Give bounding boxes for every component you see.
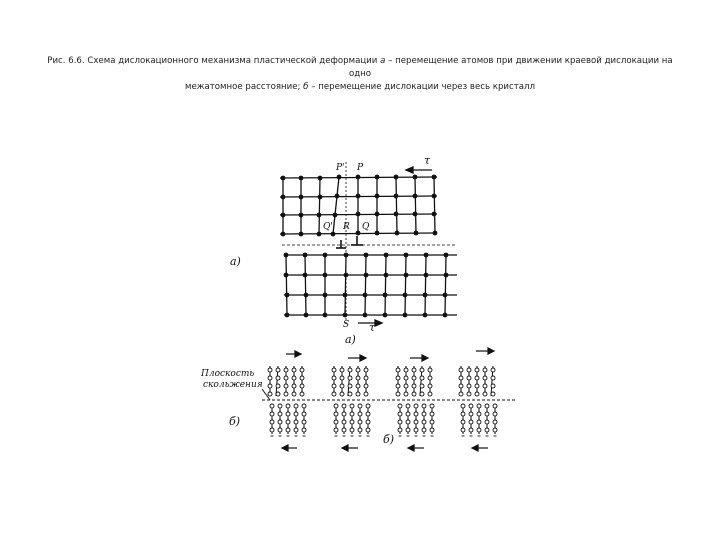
- caption-a-mark: а: [380, 56, 386, 66]
- lattice-bottom-columns: [286, 255, 446, 315]
- side-label-b: б): [229, 415, 241, 428]
- stage-block: [268, 366, 306, 436]
- shear-arrow-top: [406, 167, 432, 173]
- stage-block: [459, 366, 497, 436]
- dislocation-symbols: [336, 236, 363, 248]
- label-p: P: [357, 163, 364, 173]
- stage-block: [396, 366, 434, 436]
- caption-line1-prefix: Рис. 6.6. Схема дислокационного механизма пластической деформации: [47, 56, 381, 66]
- label-p-prime: P': [336, 163, 345, 173]
- caption-line1-mid: – перемещение атомов при движении краевой дислокации на одно: [348, 56, 673, 79]
- plane-label-line2: скольжения: [203, 380, 263, 390]
- label-q-prime: Q': [323, 222, 333, 232]
- label-q: Q: [362, 222, 370, 232]
- label-tau-bottom: τ: [369, 321, 376, 334]
- label-tau-top: τ: [424, 154, 431, 167]
- caption-b-mark: б: [303, 82, 309, 92]
- dislocation-stages-figure-b: [268, 366, 497, 436]
- caption-line2-suffix: – перемещение дислокации через весь кристалл: [308, 82, 535, 92]
- bottom-label-a: a): [345, 333, 356, 346]
- side-label-a: a): [230, 255, 241, 268]
- label-s: S: [343, 320, 350, 330]
- lattice-top-columns: [283, 177, 435, 234]
- plane-label-line1: Плоскость: [201, 369, 255, 379]
- bottom-label-b: б): [383, 433, 395, 446]
- label-r: R: [343, 222, 350, 232]
- stage-block: [332, 366, 370, 436]
- lattice-figure-a: [280, 162, 457, 325]
- lattice-bottom-rows: [284, 255, 457, 315]
- caption-line2-prefix: межатомное расстояние;: [185, 82, 304, 92]
